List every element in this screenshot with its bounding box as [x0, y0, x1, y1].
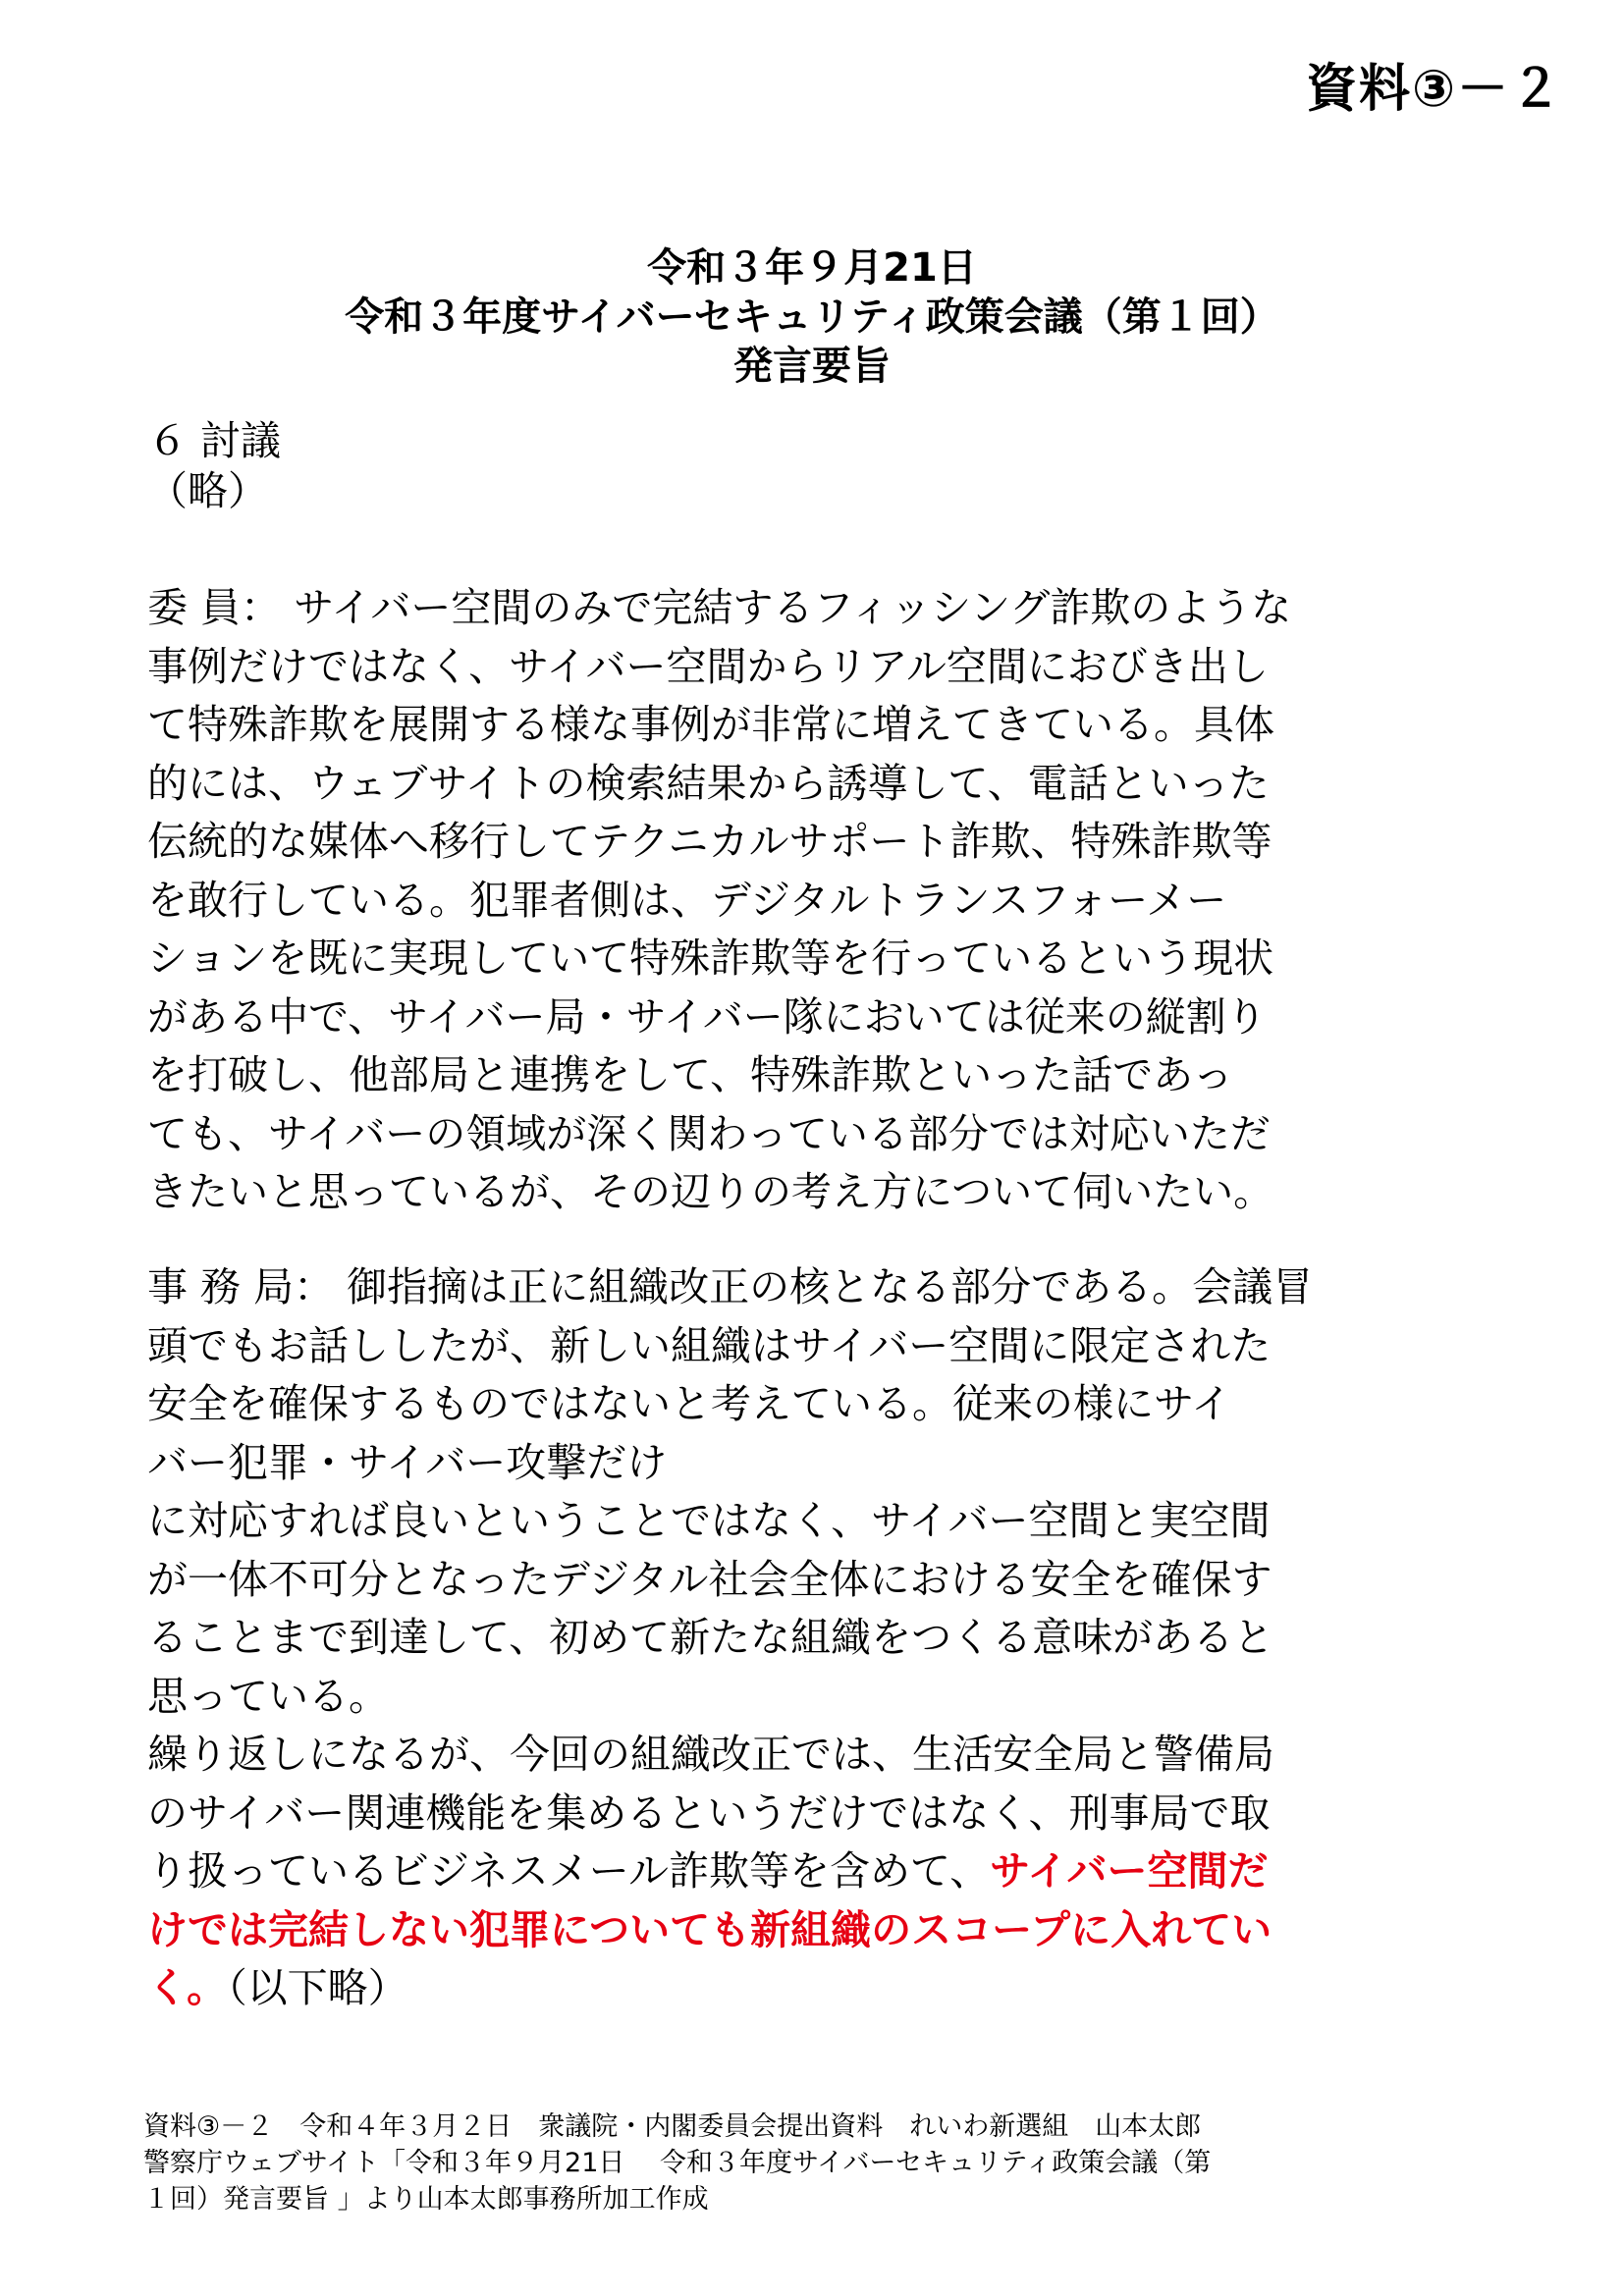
member-statement-line: 的には、ウェブサイトの検索結果から誘導して、電話といった	[147, 759, 1270, 807]
member-statement-line: 委 員： サイバー空間のみで完結するフィッシング詐欺のような	[147, 584, 1292, 631]
highlighted-text: けでは完結しない犯罪についても新組織のスコープに入れてい	[147, 1905, 1272, 1953]
highlighted-text: サイバー空間だ	[990, 1847, 1269, 1895]
secretariat-statement-line: が一体不可分となったデジタル社会全体における安全を確保す	[147, 1555, 1272, 1603]
secretariat-statement-line	[147, 1901, 1542, 1960]
document-label: 資料③－２	[1305, 60, 1563, 119]
footer-line: １回）発言要旨 」より山本太郎事務所加工作成	[143, 2184, 709, 2215]
secretariat-statement-line: 事 務 局： 御指摘は正に組織改正の核となる部分である。会議冒	[147, 1263, 1314, 1310]
footer-line: 資料③－２ 令和４年３月２日 衆議院・内閣委員会提出資料 れいわ新選組 山本太郎	[143, 2111, 1202, 2142]
secretariat-statement-line: のサイバー関連機能を集めるというだけではなく、刑事局で取	[147, 1789, 1271, 1837]
secretariat-statement-line: 安全を確保するものではないと考えている。従来の様にサイ	[147, 1380, 1232, 1427]
member-statement-line: て特殊詐欺を展開する様な事例が非常に増えてきている。具体	[147, 701, 1274, 748]
meeting-date: 令和３年９月21日	[647, 245, 977, 291]
highlighted-text: く。	[147, 1964, 228, 2011]
secretariat-statement-line: バー犯罪・サイバー攻撃だけ	[147, 1438, 668, 1486]
document-header	[0, 243, 1624, 391]
member-statement-line: きたいと思っているが、その辺りの考え方について伺いたい。	[147, 1168, 1274, 1215]
secretariat-statement-line: ることまで到達して、初めて新たな組織をつくる意味があると	[147, 1614, 1274, 1661]
secretariat-statement-line: 繰り返しになるが、今回の組織改正では、生活安全局と警備局	[147, 1731, 1274, 1778]
secretariat-statement-line: 頭でもお話ししたが、新しい組織はサイバー空間に限定された	[147, 1321, 1272, 1369]
secretariat-statement	[147, 1258, 1542, 2018]
member-statement-line: ションを既に実現していて特殊詐欺等を行っているという現状	[147, 934, 1274, 982]
statement-text: り扱っているビジネスメール詐欺等を含めて、	[147, 1847, 991, 1895]
meeting-title: 令和３年度サイバーセキュリティ政策会議（第１回）	[345, 294, 1279, 340]
omitted-note: （以下略）	[227, 1964, 408, 2011]
document-subtitle: 発言要旨	[733, 344, 891, 389]
section-title: ６ 討議	[147, 417, 282, 464]
omitted-note: （略）	[147, 467, 268, 514]
member-statement-line: を打破し、他部局と連携をして、特殊詐欺といった話であっ	[147, 1051, 1233, 1098]
member-statement-line: 事例だけではなく、サイバー空間からリアル空間におびき出し	[147, 642, 1269, 690]
footer-line: 警察庁ウェブサイト「令和３年９月21日 令和３年度サイバーセキュリティ政策会議（第	[143, 2148, 1212, 2178]
member-statement-line: ても、サイバーの領域が深く関わっている部分では対応いただ	[147, 1109, 1271, 1157]
secretariat-statement-line	[147, 1959, 1542, 2018]
member-statement-line: 伝統的な媒体へ移行してテクニカルサポート詐欺、特殊詐欺等	[147, 818, 1272, 865]
member-statement	[147, 579, 1542, 1222]
source-footer	[143, 2109, 1547, 2217]
member-statement-line: を敢行している。犯罪者側は、デジタルトランスフォーメー	[147, 876, 1227, 924]
member-statement-line: がある中で、サイバー局・サイバー隊においては従来の縦割り	[147, 992, 1267, 1041]
secretariat-statement-line	[147, 1842, 1542, 1901]
secretariat-statement-line: 思っている。	[147, 1672, 389, 1720]
secretariat-statement-line: に対応すれば良いということではなく、サイバー空間と実空間	[147, 1497, 1271, 1544]
